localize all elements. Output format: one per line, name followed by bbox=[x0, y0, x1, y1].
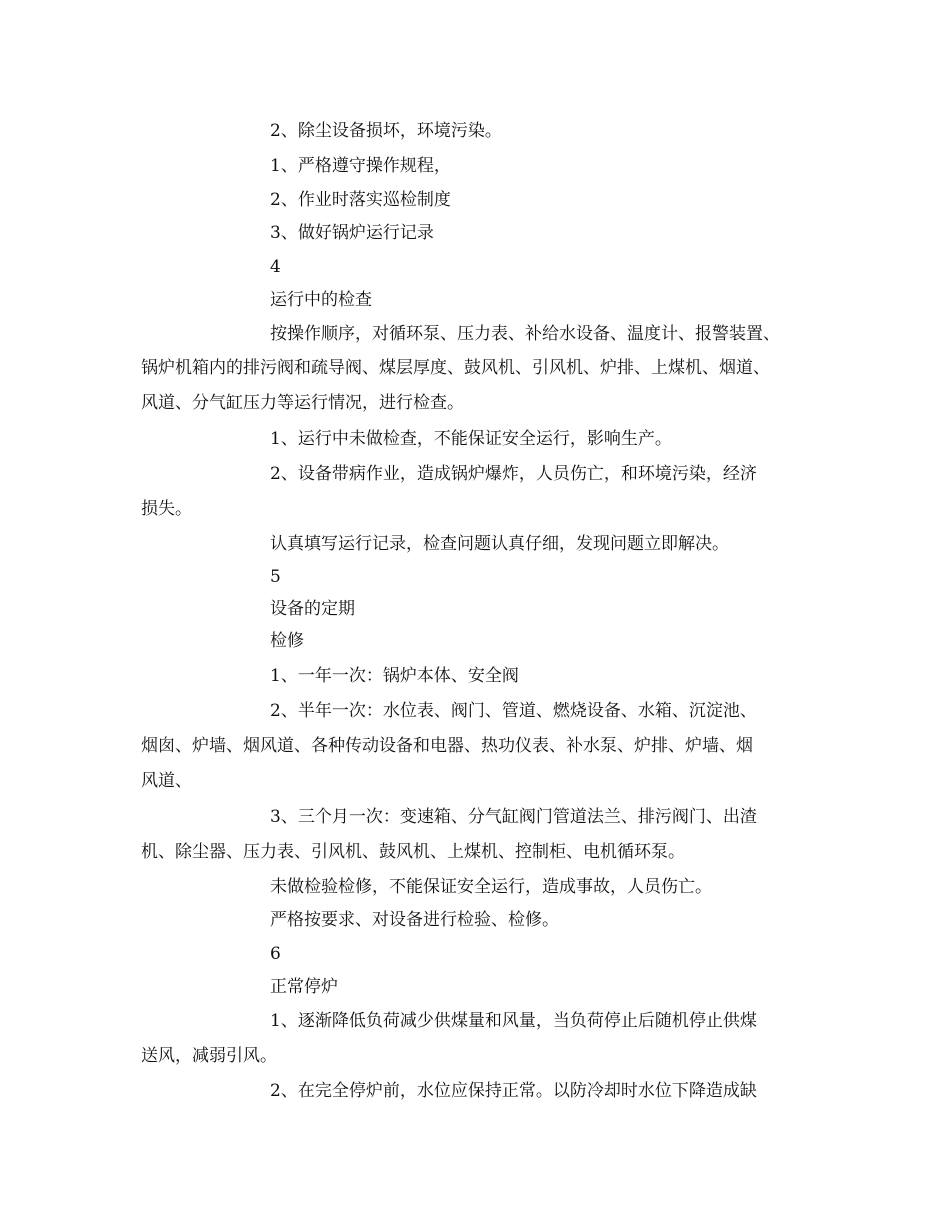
text-line: 按操作顺序，对循环泵、压力表、补给水设备、温度计、报警装置、 bbox=[270, 324, 780, 344]
text-line: 严格按要求、对设备进行检验、检修。 bbox=[270, 910, 559, 930]
text-line: 未做检验检修，不能保证安全运行，造成事故，人员伤亡。 bbox=[270, 877, 712, 897]
section-number: 6 bbox=[270, 944, 281, 964]
text-line: 2、在完全停炉前，水位应保持正常。以防冷却时水位下降造成缺 bbox=[270, 1081, 757, 1101]
text-line: 2、作业时落实巡检制度 bbox=[270, 190, 451, 210]
section-number: 5 bbox=[270, 567, 281, 587]
text-line: 烟囱、炉墙、烟风道、各种传动设备和电器、热功仪表、补水泵、炉排、炉墙、烟 bbox=[141, 736, 753, 756]
section-heading: 正常停炉 bbox=[270, 977, 338, 997]
text-line: 认真填写运行记录，检查问题认真仔细，发现问题立即解决。 bbox=[270, 534, 729, 554]
text-line: 3、三个月一次：变速箱、分气缸阀门管道法兰、排污阀门、出渣 bbox=[270, 807, 757, 827]
text-line: 锅炉机箱内的排污阀和疏导阀、煤层厚度、鼓风机、引风机、炉排、上煤机、烟道、 bbox=[141, 358, 770, 378]
text-line: 1、严格遵守操作规程， bbox=[270, 156, 451, 176]
section-heading: 设备的定期 bbox=[270, 599, 355, 619]
text-line: 2、除尘设备损坏，环境污染。 bbox=[270, 121, 502, 141]
text-line: 2、设备带病作业，造成锅炉爆炸，人员伤亡，和环境污染，经济 bbox=[270, 464, 757, 484]
text-line: 风道、分气缸压力等运行情况，进行检查。 bbox=[141, 393, 464, 413]
text-line: 2、半年一次：水位表、阀门、管道、燃烧设备、水箱、沉淀池、 bbox=[270, 701, 757, 721]
section-heading: 检修 bbox=[270, 631, 304, 651]
text-line: 1、运行中未做检查，不能保证安全运行，影响生产。 bbox=[270, 429, 672, 449]
text-line: 1、一年一次：锅炉本体、安全阀 bbox=[270, 666, 519, 686]
text-line: 机、除尘器、压力表、引风机、鼓风机、上煤机、控制柜、电机循环泵。 bbox=[141, 842, 685, 862]
text-line: 风道、 bbox=[141, 771, 192, 791]
section-heading: 运行中的检查 bbox=[270, 290, 372, 310]
section-number: 4 bbox=[270, 257, 281, 277]
text-line: 损失。 bbox=[141, 499, 192, 519]
text-line: 1、逐渐降低负荷减少供煤量和风量，当负荷停止后随机停止供煤 bbox=[270, 1011, 757, 1031]
text-line: 送风，减弱引风。 bbox=[141, 1046, 277, 1066]
text-line: 3、做好锅炉运行记录 bbox=[270, 223, 434, 243]
